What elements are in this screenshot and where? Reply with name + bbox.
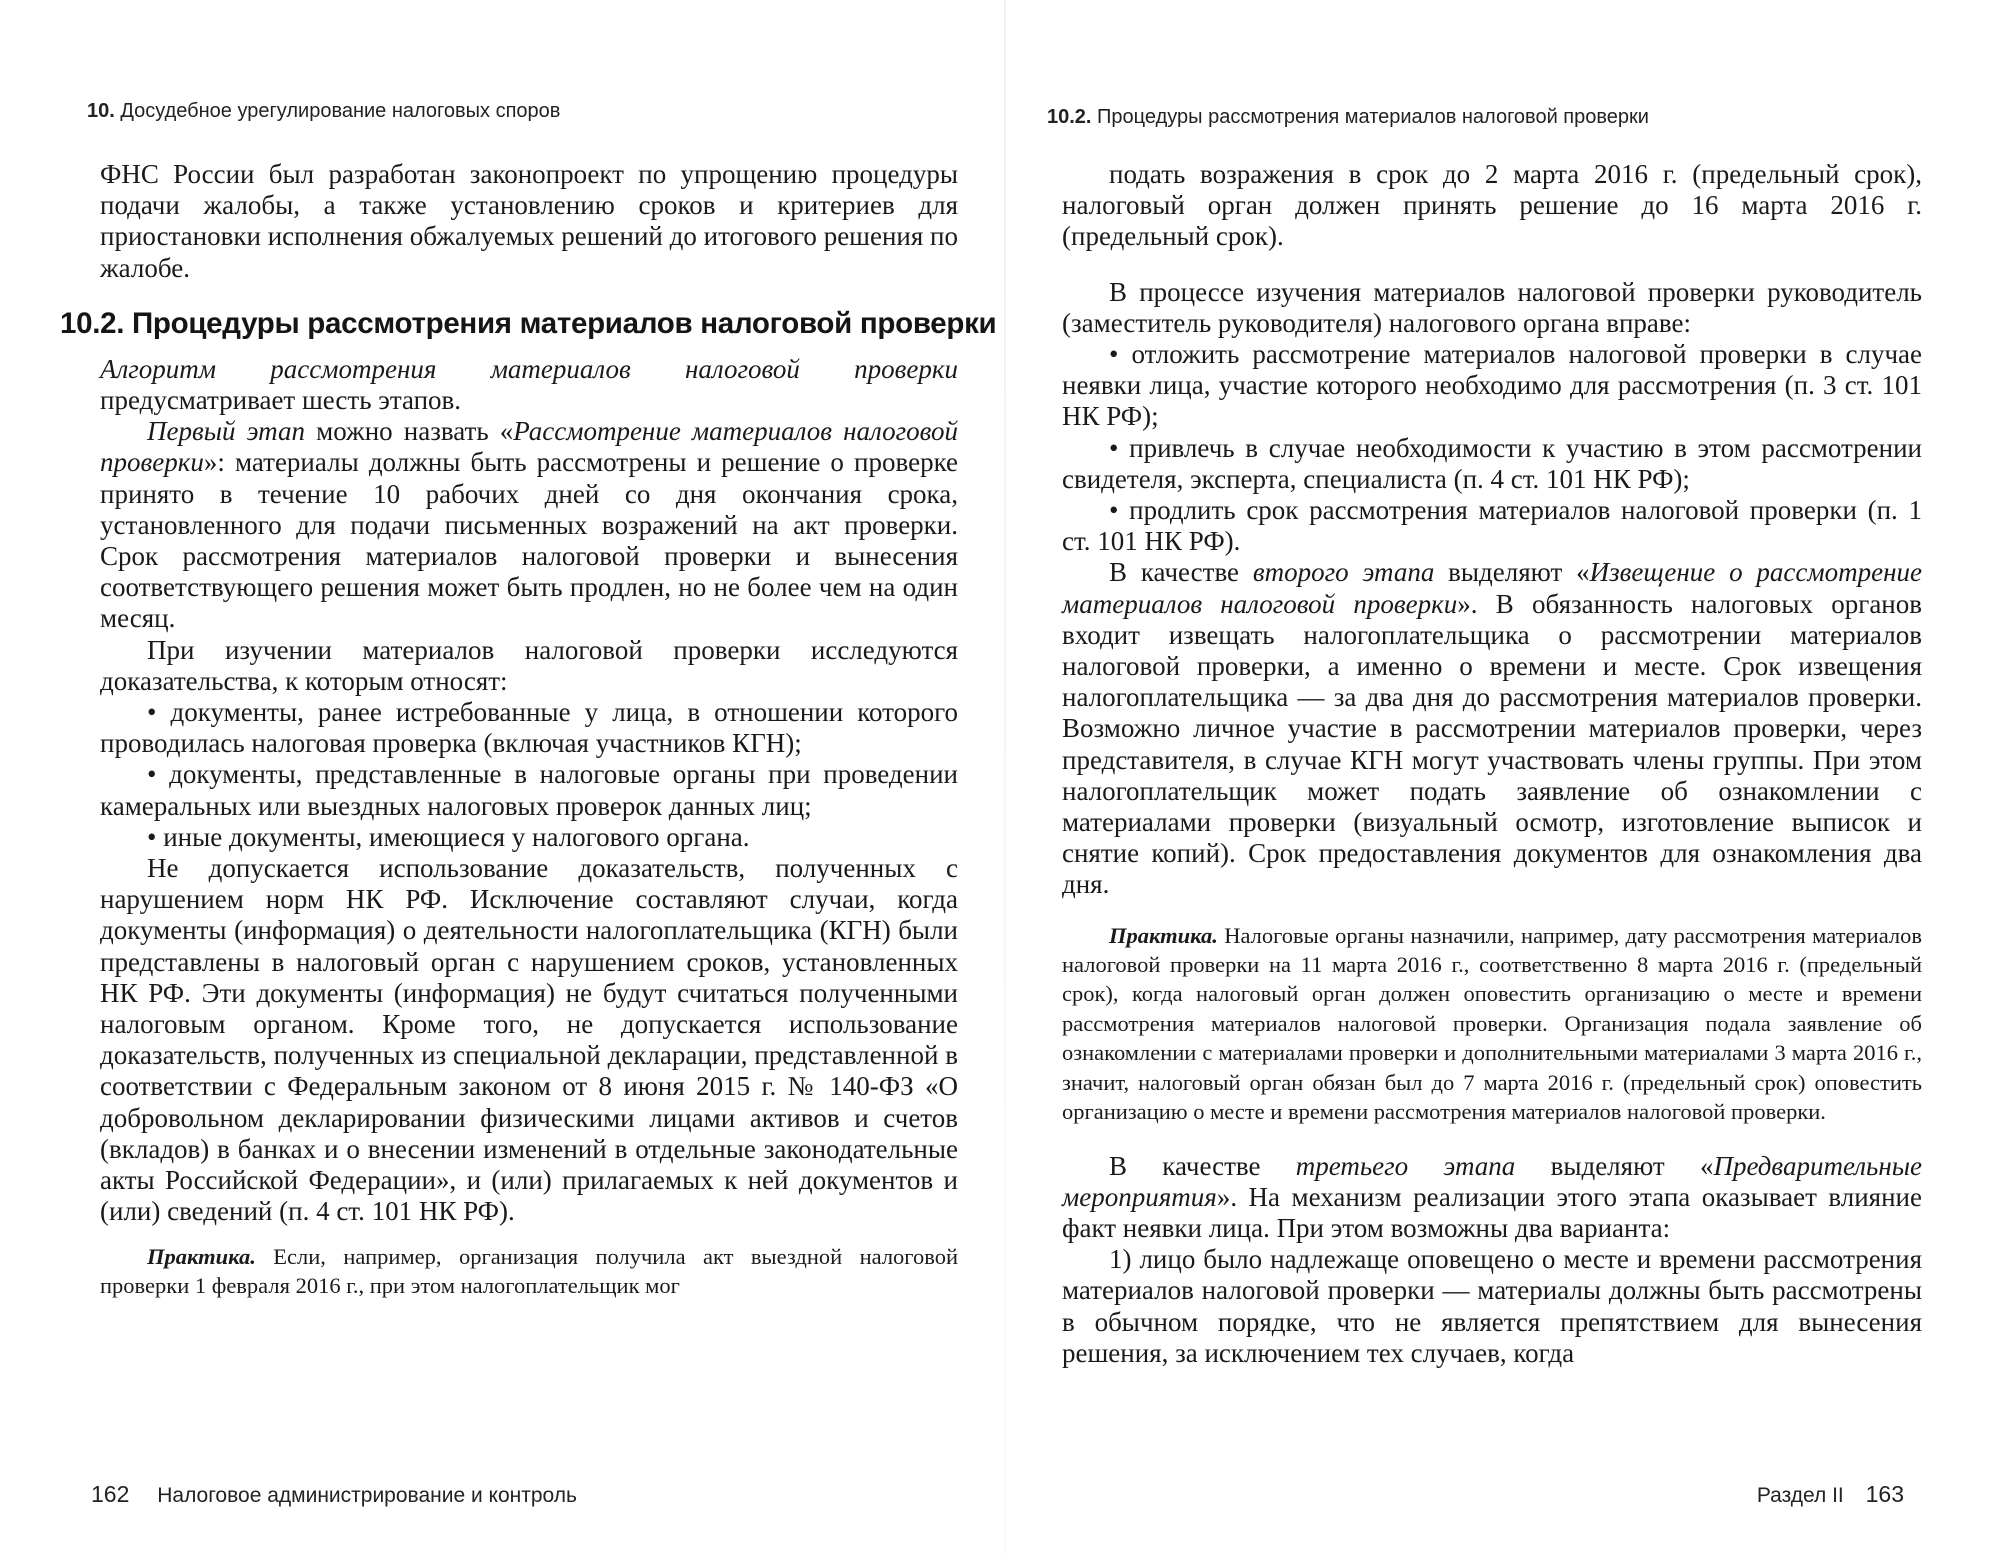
practice-note [1062, 921, 1922, 1127]
stage-three-pre: В качестве [1109, 1150, 1296, 1181]
practice-note [100, 1242, 958, 1301]
stage-two-term: второго этапа [1252, 557, 1435, 588]
stage-three-title: Предварительные мероприятия [1062, 1150, 1922, 1212]
algorithm-paragraph [100, 354, 958, 416]
stage-three-paragraph [1062, 1151, 1922, 1245]
stage-one-rest: »: материалы должны быть рассмотрены и решение о проверке принято в течение 10 рабочих дней со дня окончания срока, установленного для подачи письменных возражений на акт проверки. Срок рассмотрения материалов налоговой проверки и вынесения соответствующего решения может быть продлен, но не более чем на один месяц. [100, 447, 958, 634]
stage-one-paragraph [100, 416, 958, 634]
stage-two-pre: В качестве [1109, 557, 1253, 588]
stage-two-rest: ». В обязанность налоговых органов входит извещать налогоплательщика о рассмотрении материалов налоговой проверки, а именно о времени и месте. Срок извещения налогоплательщика — за два дня до рассмотрения материалов проверки. Возможно личное участие в рассмотрении материалов проверки, через представителя, в случае КГН могут участвовать члены группы. При этом налогоплательщик может подать заявление об ознакомлении с материалами проверки (визуальный осмотр, изготовление выписок и снятие копий). Срок предоставления документов для ознакомления два дня. [1062, 588, 1922, 900]
running-head [87, 100, 560, 123]
evidence-bullet: • документы, представленные в налоговые органы при проведении камеральных или выездных налоговых проверок данных лиц; [100, 759, 958, 821]
section-heading: 10.2. Процедуры рассмотрения материалов налоговой проверки [60, 306, 997, 340]
stage-one-title: Рассмотрение материалов налоговой проверки [100, 416, 958, 478]
continuation-paragraph: подать возражения в срок до 2 марта 2016 г. (предельный срок), налоговый орган должен принять решение до 16 марта 2016 г. (предельный срок). [1062, 159, 1922, 252]
stage-three-mid: выделяют « [1515, 1150, 1714, 1181]
running-head [1047, 106, 1649, 129]
stage-three-rest: ». На механизм реализации этого этапа оказывает влияние факт неявки лица. При этом возможны два варианта: [1062, 1181, 1922, 1243]
stage-one-term: Первый этап [147, 416, 305, 447]
running-head-number: 10. [87, 100, 115, 122]
algorithm-term: Алгоритм рассмотрения материалов налоговой проверки [100, 353, 958, 384]
intro-paragraph: ФНС России был разработан законопроект по упрощению процедуры подачи жалобы, а также установлению сроков и критериев для приостановки исполнения обжалуемых решений до итогового решения по жалобе. [100, 159, 958, 283]
running-head-title: Процедуры рассмотрения материалов налоговой проверки [1097, 106, 1649, 128]
page-number: 162 [91, 1481, 130, 1507]
algorithm-rest: предусматривает шесть этапов. [100, 385, 462, 416]
practice-label: Практика. [147, 1243, 256, 1269]
stage-two-paragraph [1062, 557, 1922, 900]
stage-one-mid: можно назвать « [305, 416, 514, 447]
rights-bullet: • отложить рассмотрение материалов налоговой проверки в случае неявки лица, участие которого необходимо для рассмотрения (п. 3 ст. 101 НК РФ); [1062, 339, 1922, 432]
prohibition-paragraph: Не допускается использование доказательств, полученных с нарушением норм НК РФ. Исключение составляют случаи, когда документы (информация) о деятельности налогоплательщика (КГН) были представлены в налоговый орган с нарушением сроков, установленных НК РФ. Эти документы (информация) не будут считаться полученными налоговым органом. Кроме того, не допускается использование доказательств, полученных из специальной декларации, представленной в соответствии с Федеральным законом от 8 июня 2015 г. № 140-ФЗ «О добровольном декларировании физическими лицами активов и счетов (вкладов) в банках и о внесении изменений в отдельные законодательные акты Российской Федерации», и (или) прилагаемых к ней документов и (или) сведений (п. 4 ст. 101 НК РФ). [100, 853, 958, 1227]
evidence-bullet: • иные документы, имеющиеся у налогового органа. [147, 821, 750, 852]
stage-two-title: Извещение о рассмотрение материалов налоговой проверки [1062, 557, 1922, 619]
rights-bullet: • привлечь в случае необходимости к участию в этом рассмотрении свидетеля, эксперта, специалиста (п. 4 ст. 101 НК РФ); [1062, 432, 1922, 494]
page-footer [91, 1481, 577, 1508]
variant-one-paragraph: 1) лицо было надлежаще оповещено о месте и времени рассмотрения материалов налоговой проверки — материалы должны быть рассмотрены в обычном порядке, что не является препятствием для вынесения решения, за исключением тех случаев, когда [1062, 1244, 1922, 1368]
right-page [1000, 0, 2000, 1555]
left-body-text [60, 159, 997, 1300]
practice-label: Практика. [1109, 922, 1218, 948]
head-rights-paragraph: В процессе изучения материалов налоговой проверки руководитель (заместитель руководителя) налогового органа вправе: [1062, 276, 1922, 338]
stage-two-mid: выделяют « [1434, 557, 1590, 588]
practice-text: Если, например, организация получила акт выездной налоговой проверки 1 февраля 2016 г., при этом налогоплательщик мог [100, 1243, 958, 1298]
rights-bullet: • продлить срок рассмотрения материалов налоговой проверки (п. 1 ст. 101 НК РФ). [1062, 495, 1922, 557]
running-head-title: Досудебное урегулирование налоговых споров [120, 100, 561, 122]
footer-section-label: Раздел II [1756, 1484, 1844, 1507]
practice-text: Налоговые органы назначили, например, дату рассмотрения материалов налоговой проверки на 11 марта 2016 г., соответственно 8 марта 2016 г. (предельный срок), когда налоговый орган должен оповестить организацию о месте и времени рассмотрения материалов налоговой проверки. Организация подала заявление об ознакомлении с материалами проверки и дополнительными материалами 3 марта 2016 г., значит, налоговый орган обязан был до 7 марта 2016 г. (предельный срок) оповестить организацию о месте и времени рассмотрения материалов налоговой проверки. [1062, 922, 1922, 1125]
running-head-number: 10.2. [1047, 106, 1092, 128]
evidence-intro: При изучении материалов налоговой проверки исследуются доказательства, к которым относят: [100, 634, 958, 696]
page-footer [1757, 1481, 1904, 1508]
evidence-bullet: • документы, ранее истребованные у лица, в отношении которого проводилась налоговая проверка (включая участников КГН); [100, 697, 958, 759]
stage-three-term: третьего этапа [1295, 1150, 1516, 1181]
right-body-text [1062, 159, 1922, 1369]
footer-book-title: Налоговое администрирование и контроль [157, 1484, 577, 1507]
page-number: 163 [1865, 1481, 1904, 1507]
